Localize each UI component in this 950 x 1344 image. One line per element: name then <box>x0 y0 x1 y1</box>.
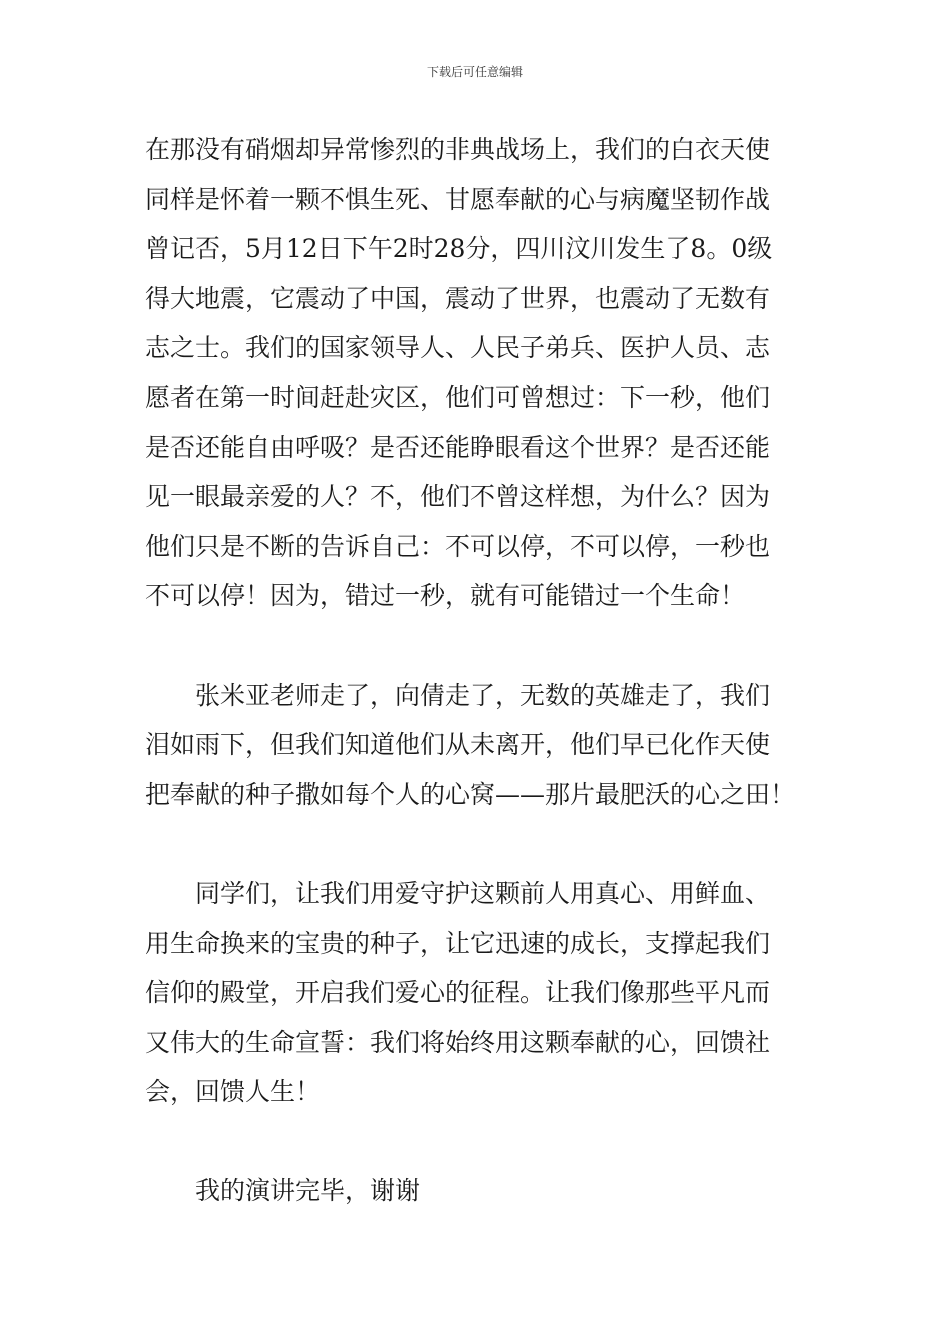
text-line: 泪如雨下，但我们知道他们从未离开，他们早已化作天使 <box>145 730 771 760</box>
paragraph-4 <box>145 1166 810 1216</box>
text-line: 他们只是不断的告诉自己：不可以停，不可以停，一秒也 <box>145 531 771 561</box>
document-body <box>145 125 810 1216</box>
text-line: 又伟大的生命宣誓：我们将始终用这颗奉献的心，回馈社 <box>145 1027 771 1057</box>
text-line: 同学们，让我们用爱守护这颗前人用真心、用鲜血、 <box>195 878 771 908</box>
paragraph-3 <box>145 869 810 1117</box>
text-line: 得大地震，它震动了中国，震动了世界，也震动了无数有 <box>145 283 771 313</box>
text-line: 张米亚老师走了，向倩走了，无数的英雄走了，我们 <box>195 680 771 710</box>
paragraph-spacer <box>145 819 810 869</box>
paragraph-spacer <box>145 1117 810 1167</box>
text-line: 信仰的殿堂，开启我们爱心的征程。让我们像那些平凡而 <box>145 978 771 1008</box>
text-line: 同样是怀着一颗不惧生死、甘愿奉献的心与病魔坚韧作战 <box>145 184 771 214</box>
text-line: 愿者在第一时间赶赴灾区，他们可曾想过：下一秒，他们 <box>145 382 771 412</box>
page-header: 下载后可任意编辑 <box>426 65 523 79</box>
text-line: 不可以停！因为，错过一秒，就有可能错过一个生命！ <box>145 581 746 611</box>
text-line: 会，回馈人生！ <box>145 1077 321 1107</box>
text-line: 曾记否，5月12日下午2时28分，四川汶川发生了8。0级 <box>145 234 773 264</box>
text-line: 用生命换来的宝贵的种子，让它迅速的成长，支撑起我们 <box>145 928 771 958</box>
text-line: 志之士。我们的国家领导人、人民子弟兵、医护人员、志 <box>145 333 771 363</box>
paragraph-spacer <box>145 621 810 671</box>
text-line: 见一眼最亲爱的人？不，他们不曾这样想，为什么？因为 <box>145 482 771 512</box>
paragraph-2 <box>145 671 810 820</box>
text-line: 把奉献的种子撒如每个人的心窝——那片最肥沃的心之田！ <box>145 779 796 809</box>
text-line: 我的演讲完毕，谢谢 <box>195 1176 421 1206</box>
text-line: 是否还能自由呼吸？是否还能睁眼看这个世界？是否还能 <box>145 432 771 462</box>
text-line: 在那没有硝烟却异常惨烈的非典战场上，我们的白衣天使 <box>145 135 771 164</box>
paragraph-1 <box>145 125 810 621</box>
